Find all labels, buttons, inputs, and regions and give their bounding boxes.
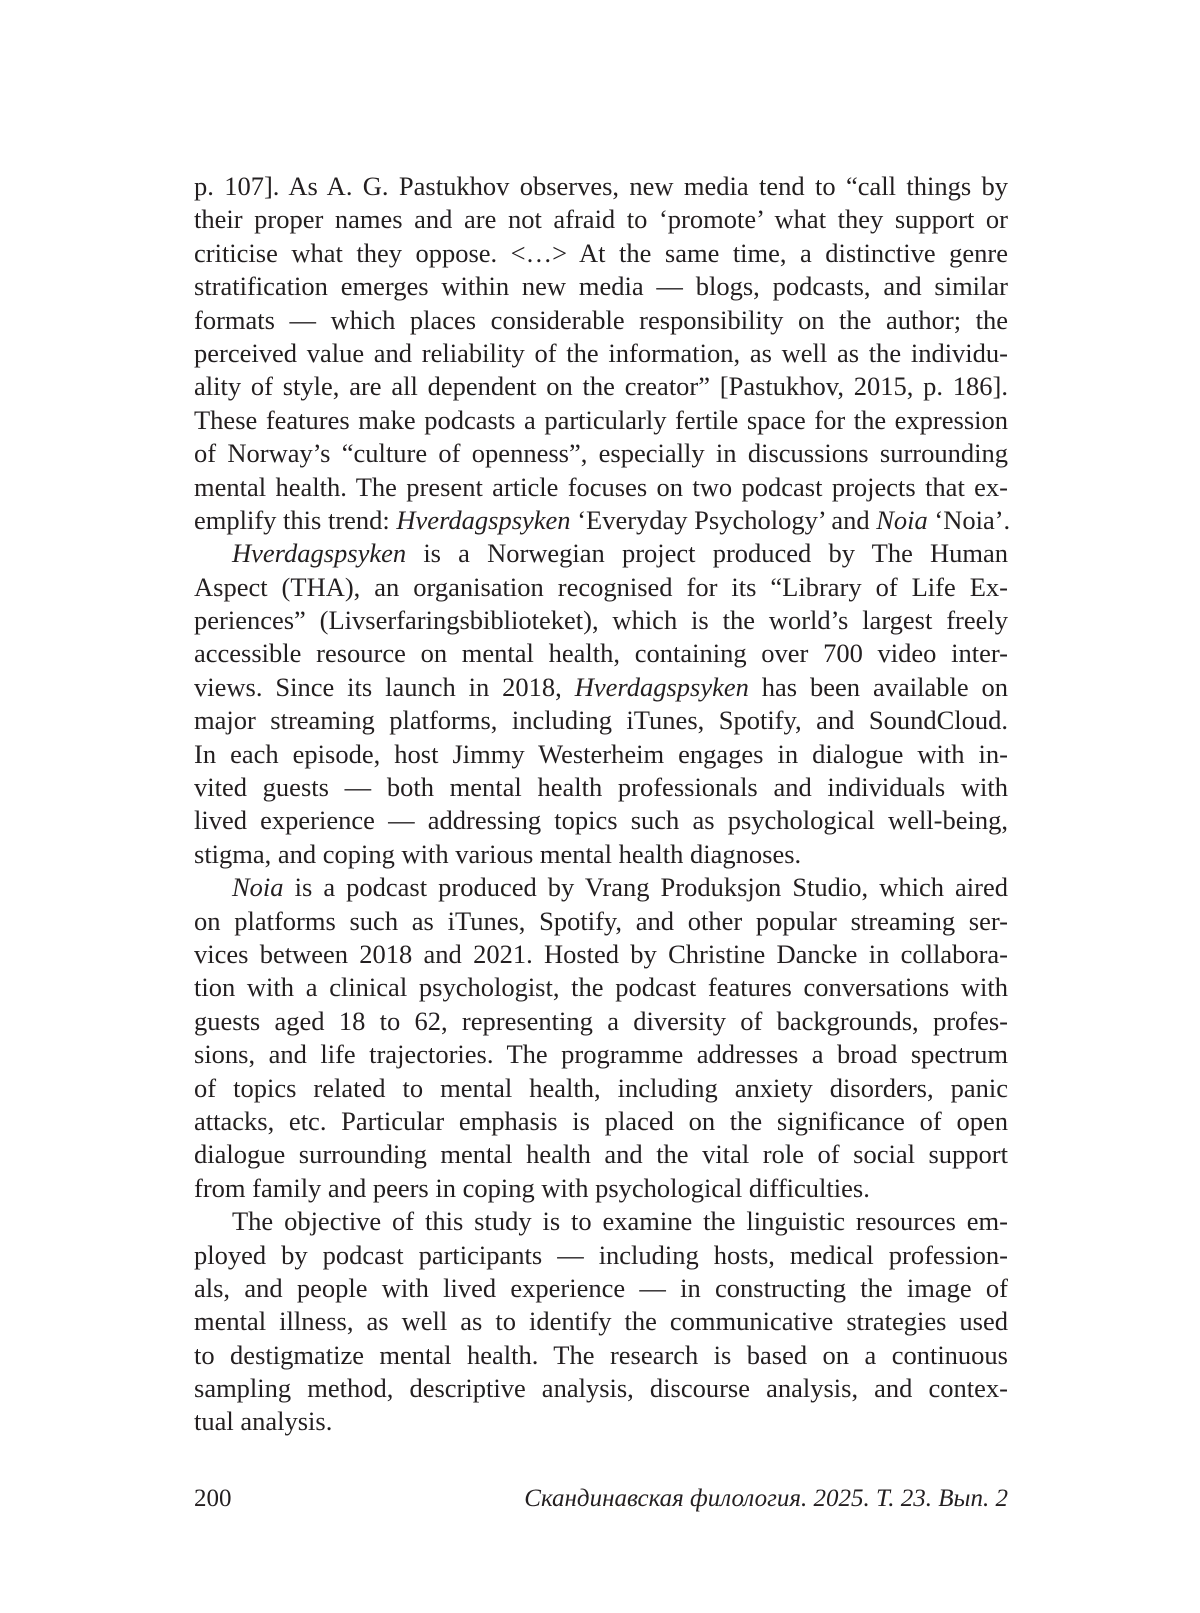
text-line: als, and people with lived experience — in constructing the image of	[194, 1272, 1008, 1303]
podcast-title-italic: Noia	[232, 872, 284, 903]
text-segment: ‘Everyday Psychology’ and	[570, 504, 877, 535]
text-segment: has been available on	[748, 671, 1008, 702]
text-line: p. 107]. As A. G. Pastukhov observes, new media tend to “call things by	[194, 171, 1008, 201]
text-segment: views. Since its launch in 2018,	[194, 671, 575, 702]
text-line: formats — which places considerable responsibility on the author; the	[194, 304, 1008, 335]
text-line: of topics related to mental health, including anxiety disorders, panic	[194, 1072, 1008, 1103]
paragraph-objective	[194, 1205, 1008, 1439]
text-line: ality of style, are all dependent on the creator” [Pastukhov, 2015, p. 186].	[194, 371, 1008, 402]
text-line: sampling method, descriptive analysis, discourse analysis, and contex-	[194, 1373, 1008, 1404]
text-line: These features make podcasts a particularly fertile space for the expression	[194, 404, 1008, 435]
text-line: accessible resource on mental health, containing over 700 video inter-	[194, 638, 1008, 669]
podcast-title-italic: Hverdagspsyken	[232, 538, 407, 569]
text-line: stigma, and coping with various mental health diagnoses.	[194, 838, 802, 869]
text-line: The objective of this study is to examine the linguistic resources em-	[232, 1206, 1008, 1237]
text-segment: is a Norwegian project produced by The Human	[406, 538, 1008, 569]
paragraph-hverdagspsyken	[194, 537, 1008, 871]
text-line: tual analysis.	[194, 1406, 333, 1437]
text-line	[194, 504, 1011, 537]
text-line: In each episode, host Jimmy Westerheim engages in dialogue with in-	[194, 738, 1008, 769]
text-line: lived experience — addressing topics such as psychological well-being,	[194, 805, 1008, 836]
text-segment: ‘Noia’.	[927, 504, 1011, 535]
text-line: vices between 2018 and 2021. Hosted by Christine Dancke in collabora-	[194, 938, 1008, 969]
text-line: criticise what they oppose. <…> At the same time, a distinctive genre	[194, 237, 1008, 268]
text-line: perceived value and reliability of the information, as well as the individu-	[194, 337, 1008, 368]
podcast-title-italic: Hverdagspsyken	[396, 504, 571, 535]
text-line: mental illness, as well as to identify the communicative strategies used	[194, 1306, 1008, 1337]
text-segment: is a podcast produced by Vrang Produksjon Studio, which aired	[283, 872, 1008, 903]
text-line: of Norway’s “culture of openness”, especially in discussions surrounding	[194, 438, 1008, 469]
text-line: from family and peers in coping with psychological difficulties.	[194, 1172, 870, 1203]
text-segment: emplify this trend:	[194, 504, 397, 535]
body-text	[194, 170, 1011, 1439]
text-line	[194, 871, 1008, 904]
text-line: major streaming platforms, including iTunes, Spotify, and SoundCloud.	[194, 705, 1008, 736]
text-line: stratification emerges within new media — blogs, podcasts, and similar	[194, 271, 1008, 302]
page-number: 200	[194, 1485, 232, 1512]
text-line: vited guests — both mental health professionals and individuals with	[194, 772, 1008, 803]
text-line	[194, 671, 1008, 704]
text-line: sions, and life trajectories. The programme addresses a broad spectrum	[194, 1039, 1008, 1070]
podcast-title-italic: Hverdagspsyken	[574, 671, 749, 702]
running-title: Скандинавская филология. 2025. Т. 23. Вып. 2	[524, 1485, 1008, 1512]
text-line: on platforms such as iTunes, Spotify, and other popular streaming ser-	[194, 905, 1008, 936]
podcast-title-italic: Noia	[876, 504, 928, 535]
paragraph-continuation	[194, 170, 1011, 537]
text-line: mental health. The present article focuses on two podcast projects that ex-	[194, 471, 1008, 502]
text-line: to destigmatize mental health. The research is based on a continuous	[194, 1339, 1008, 1370]
paragraph-noia	[194, 871, 1008, 1205]
text-line: attacks, etc. Particular emphasis is placed on the significance of open	[194, 1105, 1008, 1136]
text-line: guests aged 18 to 62, representing a diversity of backgrounds, profes-	[194, 1005, 1008, 1036]
text-line: dialogue surrounding mental health and the vital role of social support	[194, 1139, 1008, 1170]
page-footer	[194, 1482, 1008, 1516]
text-line: Aspect (THA), an organisation recognised for its “Library of Life Ex-	[194, 571, 1008, 602]
text-line: tion with a clinical psychologist, the podcast features conversations with	[194, 972, 1008, 1003]
text-line	[194, 537, 1008, 570]
text-line: their proper names and are not afraid to ‘promote’ what they support or	[194, 204, 1008, 235]
text-line: ployed by podcast participants — including hosts, medical profession-	[194, 1239, 1008, 1270]
text-line: periences” (Livserfaringsbiblioteket), which is the world’s largest freely	[194, 605, 1008, 636]
